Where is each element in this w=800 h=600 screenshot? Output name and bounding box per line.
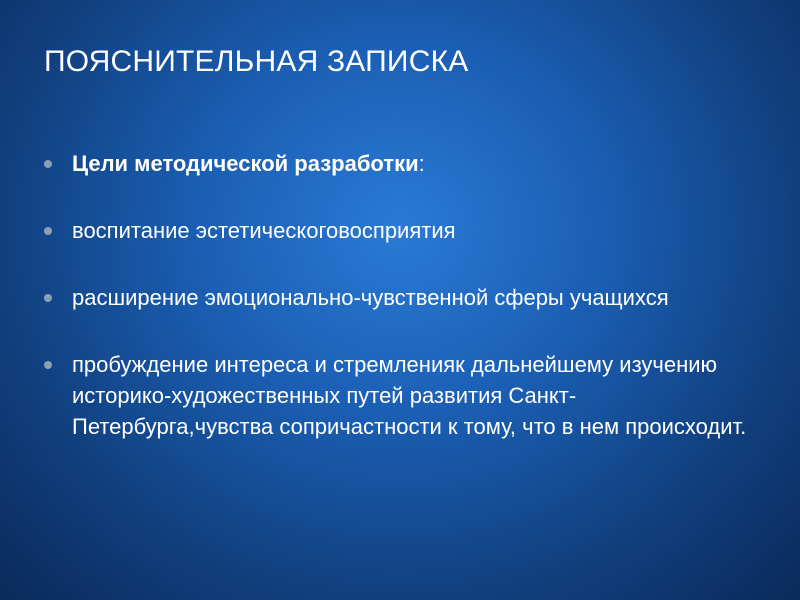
heading-colon: : [418,151,425,176]
bullet-text: воспитание эстетическоговосприятия [72,218,456,243]
bullet-item-interest [44,349,764,442]
bullet-dot-icon [44,294,52,302]
bullet-list [44,148,764,478]
bullet-heading [44,148,764,179]
bullet-dot-icon [44,160,52,168]
goals-heading: Цели методической разработки [72,151,419,176]
slide-title: ПОЯСНИТЕЛЬНАЯ ЗАПИСКА [44,45,469,78]
bullet-text: пробуждение интереса и стремленияк дальнейшему изучению историко-художественных путей развития Санкт-Петербурга,чувства сопричастности к тому, что в нем происходит. [72,352,747,439]
bullet-dot-icon [44,227,52,235]
bullet-dot-icon [44,361,52,369]
bullet-text: расширение эмоционально-чувственной сферы учащихся [72,285,669,310]
bullet-item-aesthetic [44,215,764,246]
bullet-item-emotional [44,282,764,313]
